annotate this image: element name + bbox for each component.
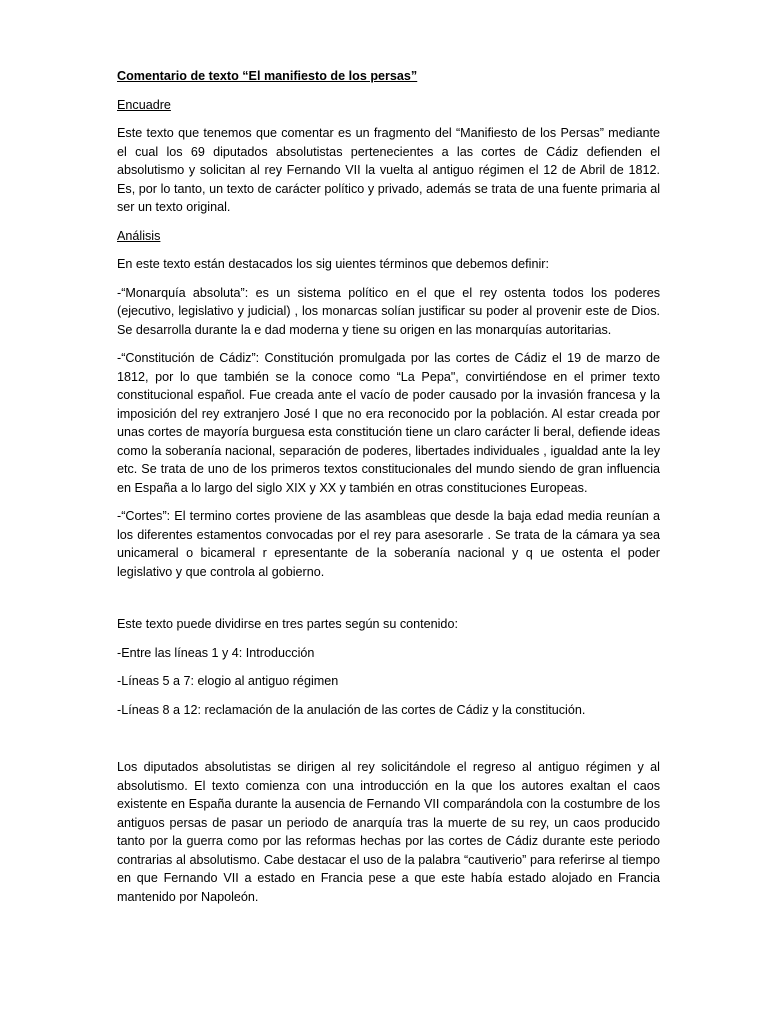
document-title: Comentario de texto “El manifiesto de los persas” (117, 69, 418, 83)
structure-part-2: -Líneas 5 a 7: elogio al antiguo régimen (117, 674, 339, 688)
heading-analisis: Análisis (117, 228, 161, 243)
document-page (117, 67, 660, 916)
structure-part-1: -Entre las líneas 1 y 4: Introducción (117, 645, 315, 660)
structure-part-3: -Líneas 8 a 12: reclamación de la anulación de las cortes de Cádiz y la constitución. (117, 702, 586, 717)
paragraph-estructura-intro: Este texto puede dividirse en tres partes según su contenido: (117, 617, 458, 631)
spacer (117, 591, 660, 615)
spacer (117, 729, 660, 758)
definition-cortes: -“Cortes”: El termino cortes proviene de las asambleas que desde la baja edad media reunían a los diferentes estamentos convocadas por el rey para asesorarle . Se trata de la cámara ya sea unicameral o bicameral r epresentante de la soberanía nacional y q ue ostenta el poder legislativo y que controla al gobierno. (117, 509, 660, 579)
definition-constitucion-cadiz: -“Constitución de Cádiz”: Constitución promulgada por las cortes de Cádiz el 19 de marzo de 1812, por lo que también se la conoce como “La Pepa", convirtiéndose en el primer texto constitucional español. Fue creada ante el vacío de poder causado por la invasión francesa y la imposición del rey extranjero José I que no era reconocido por la población. Al estar creada por unas cortes de mayoría burguesa esta constitución tiene un claro carácter li beral, defiende ideas como la soberanía nacional, separación de poderes, libertades individuales , igualdad ante la ley etc. Se trata de uno de los primeros textos constitucionales del mundo siendo de gran influencia en España a lo largo del siglo XIX y XX y también en otras constituciones Europeas. (117, 351, 660, 495)
paragraph-analisis-intro: En este texto están destacados los sig uientes términos que debemos definir: (117, 257, 549, 271)
paragraph-encuadre: Este texto que tenemos que comentar es un fragmento del “Manifiesto de los Persas” mediante el cual los 69 diputados absolutistas pertenecientes a las cortes de Cádiz defienden el absolutismo y solicitan al rey Fernando VII la vuelta al antiguo régimen el 12 de Abril de 1812. Es, por lo tanto, un texto de carácter político y privado, además se trata de una fuente primaria al ser un texto original. (117, 126, 660, 214)
heading-encuadre: Encuadre (117, 97, 171, 112)
paragraph-comentario: Los diputados absolutistas se dirigen al rey solicitándole el regreso al antiguo régimen y al absolutismo. El texto comienza con una introducción en la que los autores exaltan el caos existente en España durante la ausencia de Fernando VII comparándola con la costumbre de los antiguos persas de pasar un periodo de anarquía tras la muerte de su rey, un caos producido tanto por la guerra como por las reformas hechas por las cortes de Cádiz durante este periodo contrarias al absolutismo. Cabe destacar el uso de la palabra “cautiverio” para referirse al tiempo en que Fernando VII a estado en Francia pese a que este había estado alojado en Francia mantenido por Napoleón. (117, 760, 660, 904)
definition-monarquia-absoluta: -“Monarquía absoluta”: es un sistema político en el que el rey ostenta todos los poderes (ejecutivo, legislativo y judicial) , los monarcas solían justificar su poder al provenir este de Dios. Se desarrolla durante la e dad moderna y tiene su origen en las monarquías autoritarias. (117, 285, 660, 337)
